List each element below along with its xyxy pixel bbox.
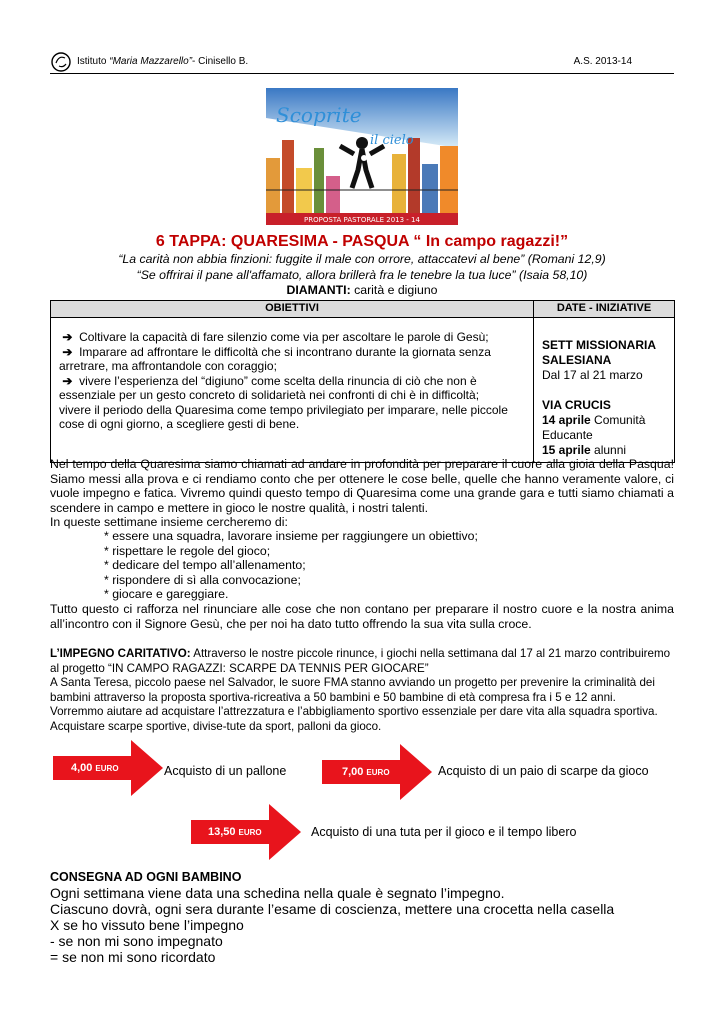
price-arrow-pallone (53, 740, 163, 796)
objective-item: ➔ vivere l’esperienza del “digiuno” come scelta della rinuncia di ciò che non è essenziale per un gesto concreto di solidarietà nei confronti di chi è in difficoltà; (59, 373, 480, 402)
poster-image (266, 88, 458, 225)
intro-paragraph: Nel tempo della Quaresima siamo chiamati ad andare in profondità per preparare il cuore alla gioia della Pasqua! Siamo messi alla prova e ci rendiamo conto che per ottenere le cose belle, quelle che hanno veramente valore, ci vuole impegno e fatica. Vivremo quindi questo tempo di Quaresima come una grande gara e tutti siamo chiamati a scendere in campo e mettere in gioco le nostre qualità, i nostri talenti. (50, 457, 674, 515)
diamanti-line: DIAMANTI: carità e digiuno (286, 283, 438, 297)
page-title: 6 TAPPA: QUARESIMA - PASQUA “ In campo ragazzi!” (155, 233, 569, 250)
quote-romani: “La carità non abbia finzioni: fuggite il male con orrore, attaccatevi al bene” (Romani 12,9) (118, 252, 606, 266)
objectives-cell (51, 318, 534, 463)
event-missionaria-title: SETT MISSIONARIA SALESIANA (542, 338, 656, 367)
label-pallone: Acquisto di un pallone (164, 764, 287, 778)
list-item: * dedicare del tempo all’allenamento; (104, 558, 306, 573)
dates-header: DATE - INIZIATIVE (534, 301, 675, 318)
dates-cell (534, 318, 675, 463)
price-arrow-scarpe (322, 744, 432, 800)
consegna-title: CONSEGNA AD OGNI BAMBINO (50, 870, 242, 884)
price-pallone: 4,00 EURO (71, 762, 119, 774)
svg-text:PROPOSTA PASTORALE 2013 - 14: PROPOSTA PASTORALE 2013 - 14 (304, 216, 420, 224)
objective-item: ➔ Imparare ad affrontare le difficoltà che si incontrano durante la giornata senza arretrare, ma affrontandole con coraggio; (59, 344, 491, 373)
consegna-line: Ogni settimana viene data una schedina nella quale è segnato l’impegno. (50, 885, 505, 901)
event-missionaria-date: Dal 17 al 21 marzo (542, 368, 643, 382)
list-item: * rispondere di sì alla convocazione; (104, 572, 301, 587)
closing-paragraph: Tutto questo ci rafforza nel rinunciare alle cose che non contano per preparare il nostro cuore e la nostra anima all’incontro con il Signore Gesù, che per noi ha dato tutto offrendo la sua vita sulla croce. (50, 602, 674, 631)
header-school-year: A.S. 2013-14 (573, 56, 632, 67)
quote-isaia: “Se offrirai il pane all'affamato, allora brillerà fra le tenebre la tua luce” (Isaia 58,10) (136, 268, 588, 282)
price-arrow-tuta (191, 804, 301, 860)
consegna-line: - se non mi sono impegnato (50, 933, 223, 949)
consegna-body (50, 885, 614, 965)
label-scarpe: Acquisto di un paio di scarpe da gioco (438, 764, 649, 778)
arrow-right-icon: ➔ (62, 344, 73, 359)
consegna-line: Ciascuno dovrà, ogni sera durante l’esame di coscienza, mettere una crocetta nella casella (50, 901, 615, 917)
impegno-project: A Santa Teresa, piccolo paese nel Salvador, le suore FMA stanno avviando un progetto per prevenire la criminalità dei bambini attraverso la proposta sportiva-ricreativa a 50 bambini e 50 bambine di età compresa fra i 5 e 12 anni. (50, 676, 655, 704)
event-via-crucis-title: VIA CRUCIS (542, 398, 611, 412)
objective-item: ➔ Coltivare la capacità di fare silenzio come via per ascoltare le parole di Gesù; (62, 330, 489, 344)
objectives-header: OBIETTIVI (51, 301, 534, 318)
consegna-line: X se ho vissuto bene l’impegno (50, 917, 244, 933)
impegno-intro: L’IMPEGNO CARITATIVO: Attraverso le nostre piccole rinunce, i giochi nella settimana dal 17 al 21 marzo contribuiremo al progetto “IN CAMPO RAGAZZI: SCARPE DA TENNIS PER GIOCARE” (50, 647, 671, 675)
event-via-crucis-date1: 14 aprile Comunità Educante (542, 413, 646, 442)
objectives-table (50, 300, 675, 463)
impegno-goal: Vorremmo aiutare ad acquistare l’attrezzatura e l’abbigliamento sportivo essenziale per dare vita alla squadra sportiva. Acquistare scarpe sportive, divise-tute da sport, palloni da gioco. (50, 705, 658, 733)
label-tuta: Acquisto di una tuta per il gioco e il tempo libero (311, 825, 577, 839)
list-lead: In queste settimane insieme cercheremo di: (50, 515, 288, 529)
goals-list (104, 529, 478, 602)
price-scarpe: 7,00 EURO (342, 766, 390, 778)
list-item: * giocare e gareggiare. (104, 587, 229, 602)
event-via-crucis-date2: 15 aprile alunni (542, 443, 627, 457)
objective-extra: vivere il periodo della Quaresima come tempo privilegiato per imparare, nelle piccole cose di ogni giorno, a scegliere gesti di bene. (59, 402, 508, 431)
list-item: * rispettare le regole del gioco; (104, 543, 271, 558)
svg-text:Scoprite: Scoprite (276, 103, 362, 127)
header-institute: Istituto “Maria Mazzarello”- Cinisello B. (77, 56, 249, 67)
price-tuta: 13,50 EURO (208, 826, 262, 838)
header-divider (50, 73, 674, 74)
svg-text:il cielo: il cielo (370, 133, 414, 148)
list-item: * essere una squadra, lavorare insieme per raggiungere un obiettivo; (104, 529, 478, 543)
arrow-right-icon: ➔ (62, 373, 73, 388)
consegna-line: = se non mi sono ricordato (50, 949, 216, 965)
arrow-right-icon: ➔ (62, 330, 73, 344)
impegno-section (50, 647, 674, 734)
institute-logo-icon (50, 51, 72, 73)
